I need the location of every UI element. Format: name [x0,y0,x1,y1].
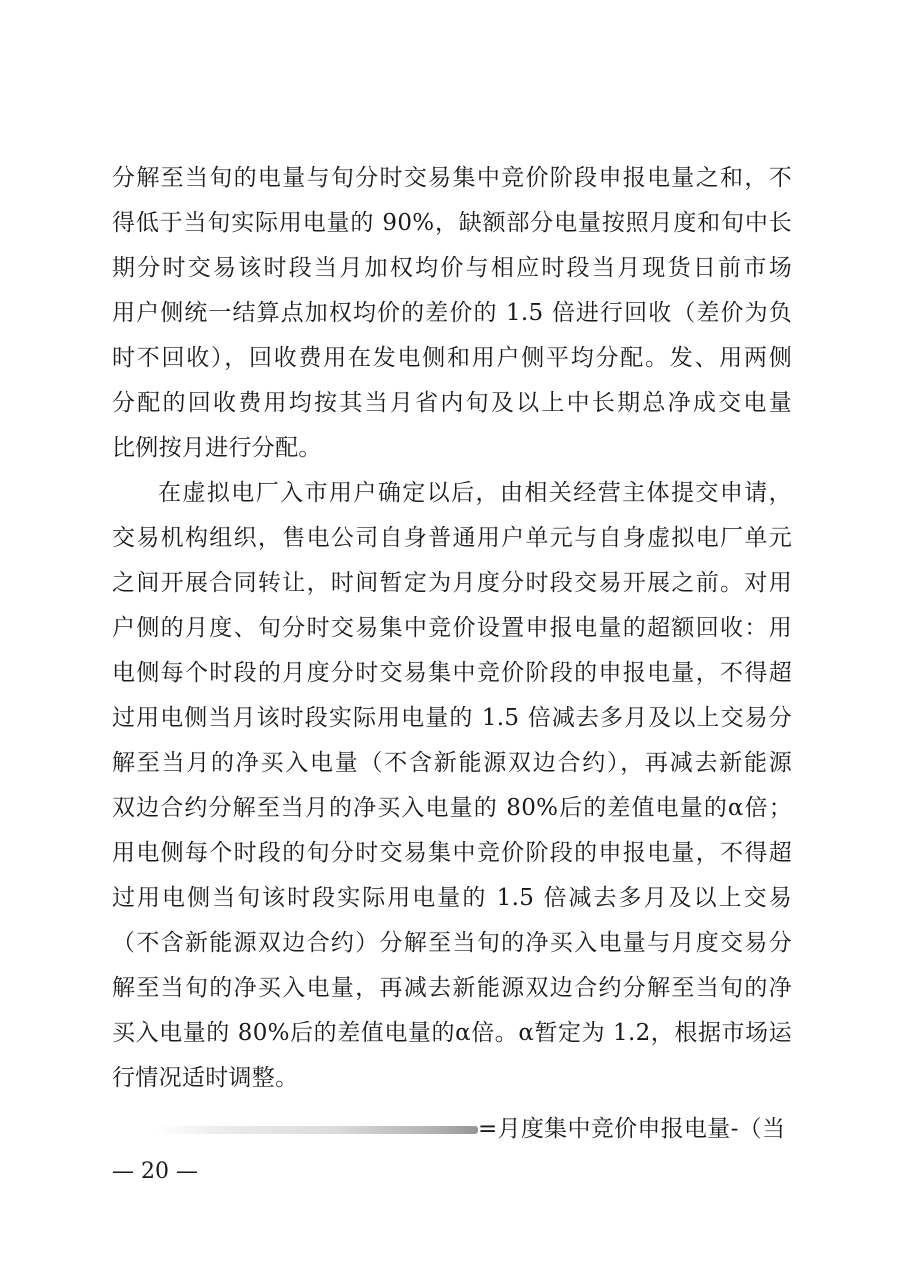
formula-line [112,1107,792,1152]
paragraph-line: 买入电量的 80%后的差值电量的α倍。α暂定为 1.2，根据市场运 [112,1020,792,1046]
body-text [112,156,792,1101]
paragraph-line: 分配的回收费用均按其当月省内旬及以上中长期总净成交电量 [112,390,792,416]
paragraph-line: 行情况适时调整。 [112,1065,299,1091]
paragraph-line: 之间开展合同转让，时间暂定为月度分时段交易开展之前。对用 [112,570,792,596]
paragraph-line: 过用电侧当旬该时段实际用电量的 1.5 倍减去多月及以上交易 [112,885,792,911]
paragraph-line: 用户侧统一结算点加权均价的差价的 1.5 倍进行回收（差价为负 [112,300,792,326]
paragraph-line: 双边合约分解至当月的净买入电量的 80%后的差值电量的α倍； [112,795,792,821]
paragraph-line: 户侧的月度、旬分时交易集中竞价设置申报电量的超额回收：用 [112,615,792,641]
paragraph-line: 时不回收），回收费用在发电侧和用户侧平均分配。发、用两侧 [112,345,792,371]
paragraph-line: 电侧每个时段的月度分时交易集中竞价阶段的申报电量，不得超 [112,660,792,686]
paragraph-line: （不含新能源双边合约）分解至当旬的净买入电量与月度交易分 [112,930,792,956]
paragraph-line: 用电侧每个时段的旬分时交易集中竞价阶段的申报电量，不得超 [112,840,792,866]
paragraph-line: 期分时交易该时段当月加权均价与相应时段当月现货日前市场 [112,255,792,281]
paragraph-line: 分解至当旬的电量与旬分时交易集中竞价阶段申报电量之和，不 [112,165,792,191]
paragraph-line: 比例按月进行分配。 [112,435,322,461]
paragraph-line: 过用电侧当月该时段实际用电量的 1.5 倍减去多月及以上交易分 [112,705,792,731]
paragraph-line: 交易机构组织，售电公司自身普通用户单元与自身虚拟电厂单元 [112,525,792,551]
paragraph-line: 在虚拟电厂入市用户确定以后，由相关经营主体提交申请， [158,480,792,506]
formula-text: =月度集中竞价申报电量-（当 [478,1116,786,1142]
paragraph-line: 解至当月的净买入电量（不含新能源双边合约），再减去新能源 [112,750,792,776]
paragraph-line: 得低于当旬实际用电量的 90%，缺额部分电量按照月度和旬中长 [112,210,792,236]
paragraph-1 [112,156,792,471]
page-number: — 20 — [112,1159,198,1184]
formula-image [156,1126,478,1134]
paragraph-2 [112,471,792,1101]
paragraph-line: 解至当旬的净买入电量，再减去新能源双边合约分解至当旬的净 [112,975,792,1001]
